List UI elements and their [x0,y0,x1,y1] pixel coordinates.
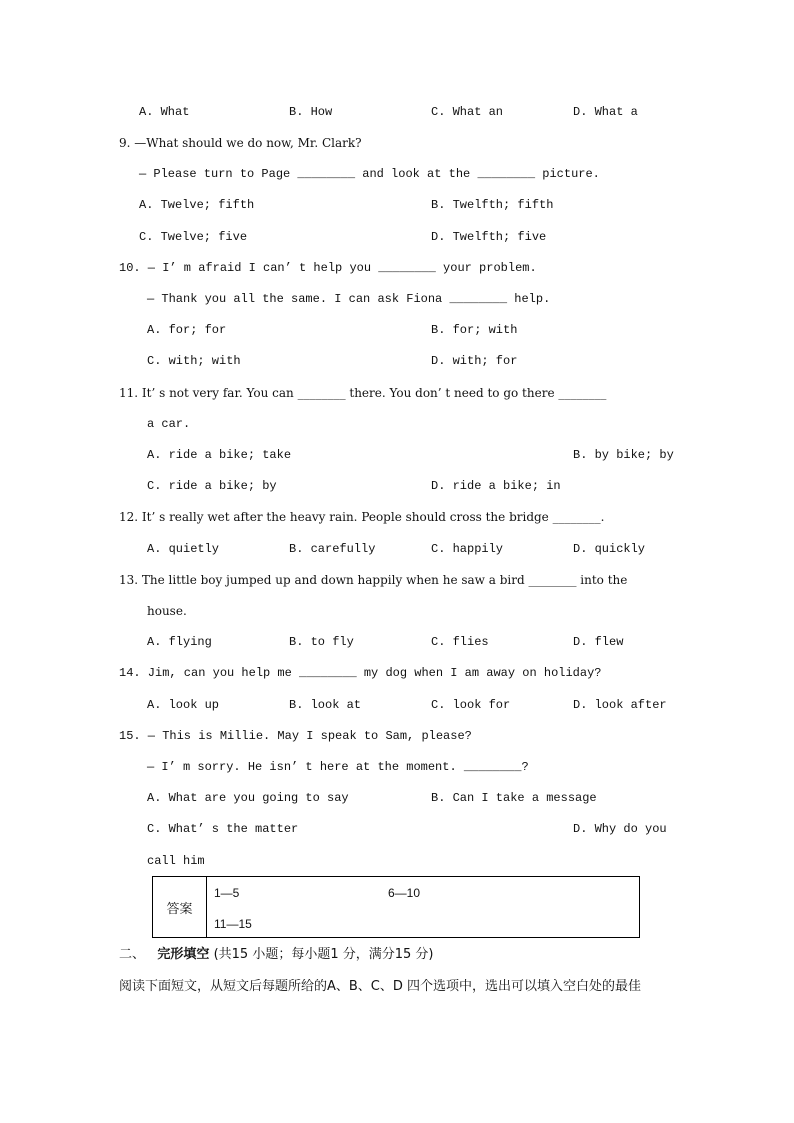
q11-question: 11. It’ s not very far. You can ________ there. You don’ t need to go there ________ [119,386,607,400]
q12-option-d: D. quickly [573,542,646,556]
answer-table [152,876,640,938]
section-2-instruction: 阅读下面短文，从短文后每题所给的A、B、C、D 四个选项中，选出可以填入空白处的最佳 [119,979,642,994]
answer-range-6-10: 6—10 [388,886,421,900]
q15-option-a: A. What are you going to say [147,791,349,805]
section-2-number: 二、 [119,947,146,962]
q12-option-c: C. happily [431,542,504,556]
q12-option-b: B. carefully [289,542,376,556]
q11-question-cont: a car. [147,417,191,431]
section-2-scoring: (共15 小题；每小题1 分，满分15 分) [213,947,434,962]
q14-option-d: D. look after [573,698,667,712]
q13-option-b: B. to fly [289,635,354,649]
q14-question: 14. Jim, can you help me ________ my dog when I am away on holiday? [119,666,602,680]
q8-option-d: D. What a [573,105,638,119]
q9-option-d: D. Twelfth; five [431,230,547,244]
q14-option-a: A. look up [147,698,220,712]
q11-option-b: B. by bike; by [573,448,674,462]
q11-option-c: C. ride a bike; by [147,479,277,493]
q15-option-d: D. Why do you [573,822,667,836]
q9-question: 9. —What should we do now, Mr. Clark? [119,136,362,150]
q12-option-a: A. quietly [147,542,220,556]
q13-question: 13. The little boy jumped up and down happily when he saw a bird ________ into the [119,573,628,587]
q9-dialogue: — Please turn to Page ________ and look at the ________ picture. [139,167,600,181]
q14-option-c: C. look for [431,698,511,712]
q9-option-b: B. Twelfth; fifth [431,198,554,212]
q10-option-c: C. with; with [147,354,241,368]
q8-option-b: B. How [289,105,333,119]
q15-dialogue: — I’ m sorry. He isn’ t here at the moment. ________? [147,760,529,774]
answer-range-1-5: 1—5 [214,886,240,900]
q10-option-a: A. for; for [147,323,227,337]
section-2-heading [119,947,433,963]
q15-question: 15. — This is Millie. May I speak to Sam, please? [119,729,472,743]
q11-option-a: A. ride a bike; take [147,448,292,462]
answer-range-11-15: 11—15 [214,917,252,931]
q10-dialogue: — Thank you all the same. I can ask Fiona ________ help. [147,292,551,306]
q8-option-a: A. What [139,105,190,119]
q15-option-d-cont: call him [147,854,205,868]
q15-option-b: B. Can I take a message [431,791,597,805]
q14-option-b: B. look at [289,698,362,712]
q10-option-b: B. for; with [431,323,518,337]
q12-question: 12. It’ s really wet after the heavy rain. People should cross the bridge ________. [119,510,605,524]
q11-option-d: D. ride a bike; in [431,479,561,493]
section-2-title: 完形填空 [157,947,210,962]
q13-option-a: A. flying [147,635,212,649]
q9-option-a: A. Twelve; fifth [139,198,255,212]
q13-option-d: D. flew [573,635,624,649]
q13-question-cont: house. [147,604,187,618]
answer-label: 答案 [153,877,207,937]
q10-question: 10. — I’ m afraid I can’ t help you ________ your problem. [119,261,537,275]
q9-option-c: C. Twelve; five [139,230,248,244]
q15-option-c: C. What’ s the matter [147,822,299,836]
q13-option-c: C. flies [431,635,489,649]
q8-option-c: C. What an [431,105,504,119]
q10-option-d: D. with; for [431,354,518,368]
